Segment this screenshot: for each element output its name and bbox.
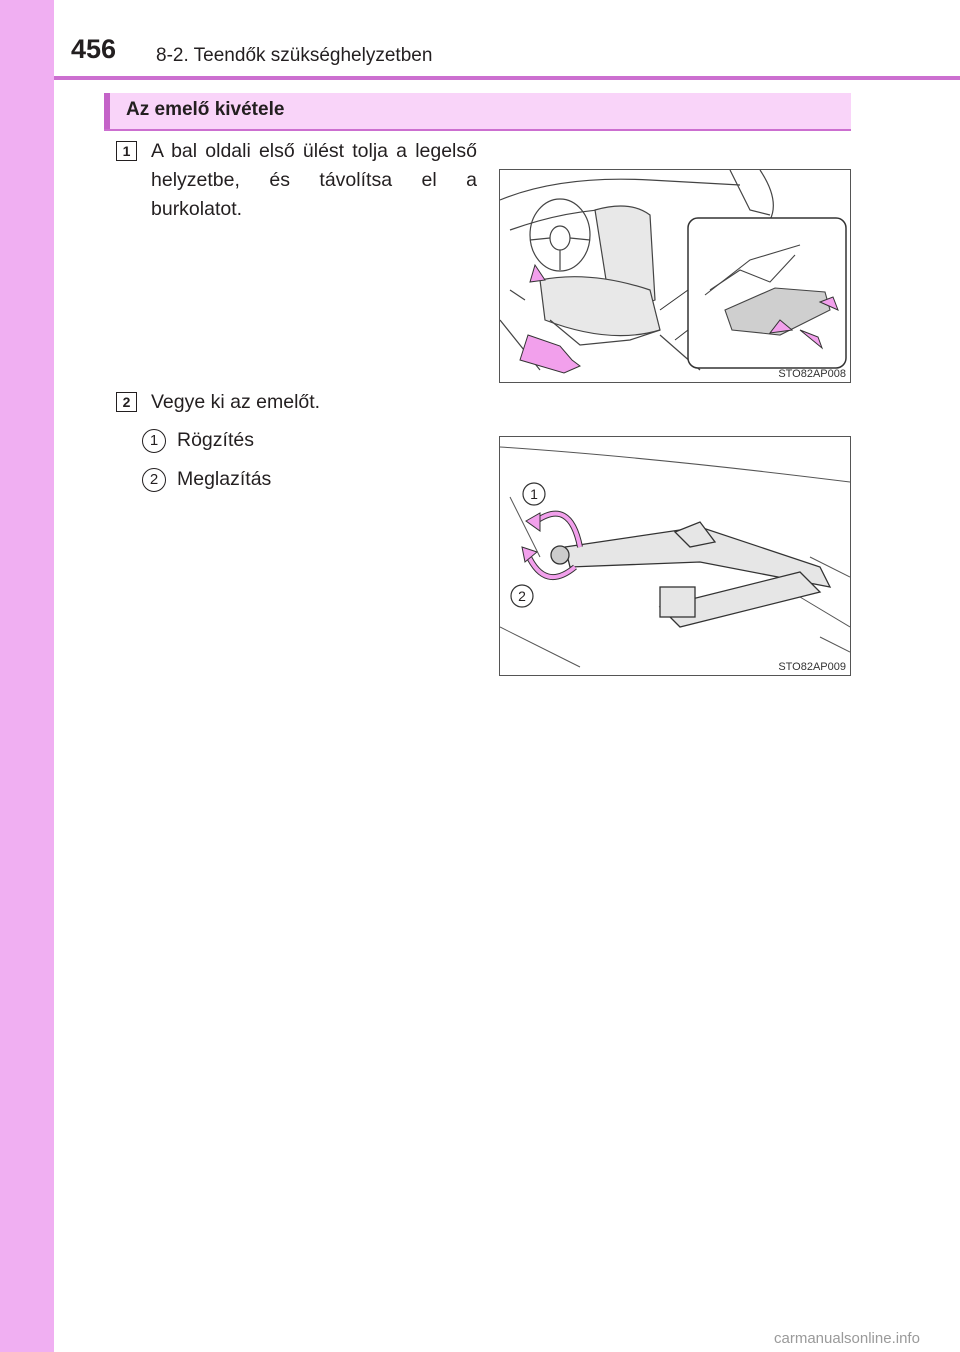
figure-seat-cover	[499, 169, 851, 383]
subitem-2-label: Meglazítás	[177, 468, 272, 490]
side-color-band	[0, 0, 54, 1352]
figure-callout-2: 2	[518, 588, 526, 604]
section-title: 8-2. Teendők szükséghelyzetben	[156, 45, 433, 66]
jack-illustration	[500, 437, 850, 675]
step-2-number: 2	[116, 392, 137, 412]
figure-2-code: STO82AP009	[778, 661, 846, 673]
page-number: 456	[71, 34, 117, 64]
step-1-text: A bal oldali első ülést tolja a legelső helyzetbe, és távolítsa el a burkolatot.	[151, 140, 477, 220]
subitem-1-label: Rögzítés	[177, 429, 254, 451]
header-rule	[54, 76, 960, 80]
heading-accent-bar	[104, 93, 110, 129]
subsection-heading	[104, 93, 851, 131]
figure-1-code: STO82AP008	[778, 368, 846, 380]
watermark: carmanualsonline.info	[774, 1330, 920, 1347]
step-2-text: Vegye ki az emelőt.	[151, 391, 321, 413]
figure-callout-1: 1	[530, 486, 538, 502]
subitem-1-number: 1	[142, 429, 166, 453]
heading-title: Az emelő kivétele	[126, 99, 285, 120]
figure-jack-removal	[499, 436, 851, 676]
subitem-2-number: 2	[142, 468, 166, 492]
seat-cover-illustration	[500, 170, 850, 382]
step-1-number: 1	[116, 141, 137, 161]
